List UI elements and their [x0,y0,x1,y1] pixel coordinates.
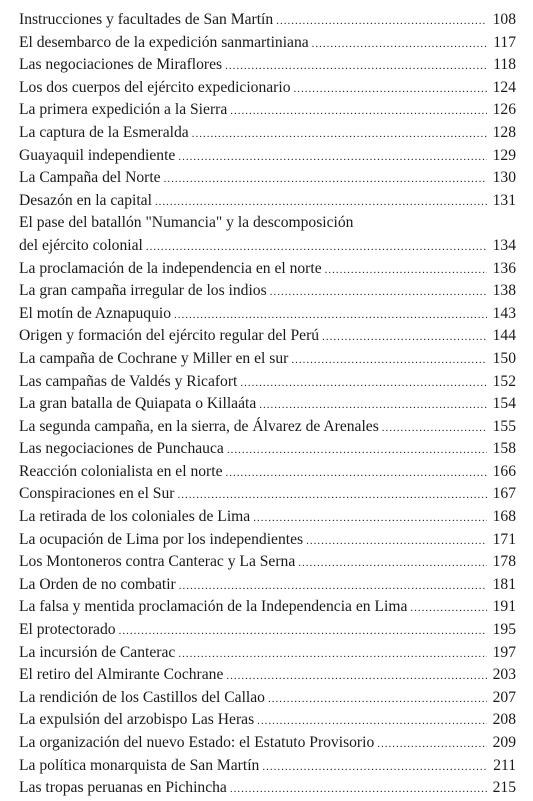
toc-entry-title: Conspiraciones en el Sur [19,485,175,503]
toc-entry [19,9,516,32]
toc-entry-title: La campaña de Cochrane y Miller en el sur [19,349,289,367]
toc-entry [19,755,516,778]
dot-leader [178,643,487,666]
dot-leader [178,146,487,169]
toc-entry-title: La captura de la Esmeralda [19,123,189,141]
toc-page-number: 168 [492,508,516,526]
toc-entry [19,506,516,529]
toc-page-number: 128 [492,123,516,141]
table-of-contents [19,9,516,800]
toc-entry [19,619,516,642]
toc-entry-title: La rendición de los Castillos del Callao [19,688,265,706]
toc-entry [19,145,516,168]
toc-entry [19,529,516,552]
toc-page-number: 203 [492,666,516,684]
dot-leader [294,78,488,101]
toc-entry [19,687,516,710]
toc-entry [19,348,516,371]
dot-leader [268,688,487,711]
toc-entry [19,461,516,484]
dot-leader [276,10,487,33]
toc-entry [19,54,516,77]
dot-leader [179,575,487,598]
toc-entry-title: El desembarco de la expedición sanmartiniana [19,33,309,51]
dot-leader [230,778,487,801]
toc-entry [19,393,516,416]
dot-leader [164,168,487,191]
toc-entry [19,99,516,122]
toc-entry-title: La política monarquista de San Martín [19,756,260,774]
toc-entry [19,777,516,800]
dot-leader [253,507,487,530]
toc-page-number: 134 [492,236,516,254]
toc-page-number: 130 [492,169,516,187]
toc-page-number: 154 [492,395,516,413]
toc-entry-title: Instrucciones y facultades de San Martín [19,11,274,28]
toc-entry-title: Origen y formación del ejército regular del Perú [19,327,320,345]
toc-entry-title: Los Montoneros contra Canterac y La Serna [19,553,296,571]
toc-entry [19,732,516,755]
toc-entry-title: La retirada de los coloniales de Lima [19,508,251,526]
toc-entry-title: La primera expedición a la Sierra [19,101,228,119]
toc-entry-title: La expulsión del arzobispo Las Heras [19,711,255,729]
toc-entry [19,167,516,190]
dot-leader [240,372,487,395]
toc-entry [19,416,516,439]
toc-page-number: 158 [492,440,516,458]
toc-entry-title: El retiro del Almirante Cochrane [19,666,224,684]
toc-page-number: 166 [492,462,516,480]
dot-leader [312,33,487,56]
toc-entry-title: La gran campaña irregular de los indios [19,282,267,300]
toc-entry [19,483,516,506]
toc-entry-title: La Orden de no combatir [19,575,176,593]
toc-entry [19,596,516,619]
toc-entry-title: El motín de Aznapuquio [19,304,172,322]
toc-page-number: 143 [492,304,516,322]
toc-entry-title: Desazón en la capital [19,191,152,209]
toc-entry-title: La ocupación de Lima por los independientes [19,530,304,548]
toc-page-number: 197 [492,643,516,661]
dot-leader [306,530,487,553]
dot-leader [119,620,487,643]
toc-page-number: 136 [492,259,516,277]
toc-page-number: 191 [492,598,516,616]
toc-page-number: 152 [492,372,516,390]
dot-leader [382,417,487,440]
toc-entry [19,258,516,281]
toc-entry [19,280,516,303]
toc-entry-title: Las tropas peruanas en Pichincha [19,779,227,797]
dot-leader [146,236,487,259]
toc-entry-title: El pase del batallón "Numancia" y la descomposición [19,214,354,232]
dot-leader [322,326,487,349]
toc-entry [19,32,516,55]
dot-leader [259,394,487,417]
toc-entry-title: La gran batalla de Quiapata o Killaáta [19,395,257,413]
dot-leader [410,597,487,620]
toc-entry [19,122,516,145]
dot-leader [325,259,487,282]
toc-page-number: 215 [492,779,516,797]
dot-leader [262,756,487,779]
dot-leader [226,462,487,485]
toc-page-number: 124 [492,78,516,96]
toc-page-number: 129 [492,146,516,164]
dot-leader [377,733,487,756]
toc-page-number: 118 [493,56,516,74]
toc-entry [19,371,516,394]
toc-entry [19,77,516,100]
toc-page-number: 211 [493,756,516,774]
toc-page-number: 171 [492,530,516,548]
toc-entry [19,642,516,665]
toc-entry-title-continued: del ejército colonial [19,236,143,254]
toc-page-number: 126 [492,101,516,119]
toc-page-number: 195 [492,621,516,639]
toc-entry-title: Las campañas de Valdés y Ricafort [19,372,238,390]
dot-leader [174,304,487,327]
dot-leader [225,55,487,78]
dot-leader [177,484,487,507]
toc-entry [19,212,516,257]
toc-entry-title: Las negociaciones de Punchauca [19,440,224,458]
toc-entry [19,664,516,687]
dot-leader [257,710,487,733]
toc-entry-title: La falsa y mentida proclamación de la Independencia en Lima [19,598,408,616]
dot-leader [226,665,487,688]
toc-page-number: 117 [493,33,516,51]
dot-leader [192,123,487,146]
toc-entry [19,574,516,597]
toc-entry-title: Guayaquil independiente [19,146,176,164]
toc-page-number: 178 [492,553,516,571]
toc-entry-title: Los dos cuerpos del ejército expedicionario [19,78,291,96]
toc-page-number: 208 [492,711,516,729]
toc-page-number: 155 [492,417,516,435]
toc-entry [19,190,516,213]
toc-page-number: 108 [492,11,516,28]
toc-page-number: 150 [492,349,516,367]
toc-entry [19,551,516,574]
toc-entry-title: La Campaña del Norte [19,169,161,187]
dot-leader [227,439,487,462]
dot-leader [270,281,487,304]
toc-page-number: 138 [492,282,516,300]
toc-page-number: 144 [492,327,516,345]
toc-entry [19,709,516,732]
toc-entry-title: El protectorado [19,621,116,639]
toc-entry-title: Las negociaciones de Miraflores [19,56,223,74]
dot-leader [298,552,487,575]
toc-entry-title: La segunda campaña, en la sierra, de Álvarez de Arenales [19,417,379,435]
toc-entry [19,303,516,326]
toc-page-number: 131 [492,191,516,209]
toc-page-number: 207 [492,688,516,706]
dot-leader [230,100,487,123]
toc-entry-title: Reacción colonialista en el norte [19,462,223,480]
dot-leader [291,349,487,372]
toc-page-number: 209 [492,734,516,751]
toc-entry-title: La proclamación de la independencia en el norte [19,259,322,277]
toc-entry-title: La organización del nuevo Estado: el Estatuto Provisorio [19,734,375,751]
toc-entry [19,438,516,461]
toc-entry [19,325,516,348]
dot-leader [155,191,487,214]
toc-page-number: 181 [492,575,516,593]
toc-page-number: 167 [492,485,516,503]
toc-entry-title: La incursión de Canterac [19,643,176,661]
